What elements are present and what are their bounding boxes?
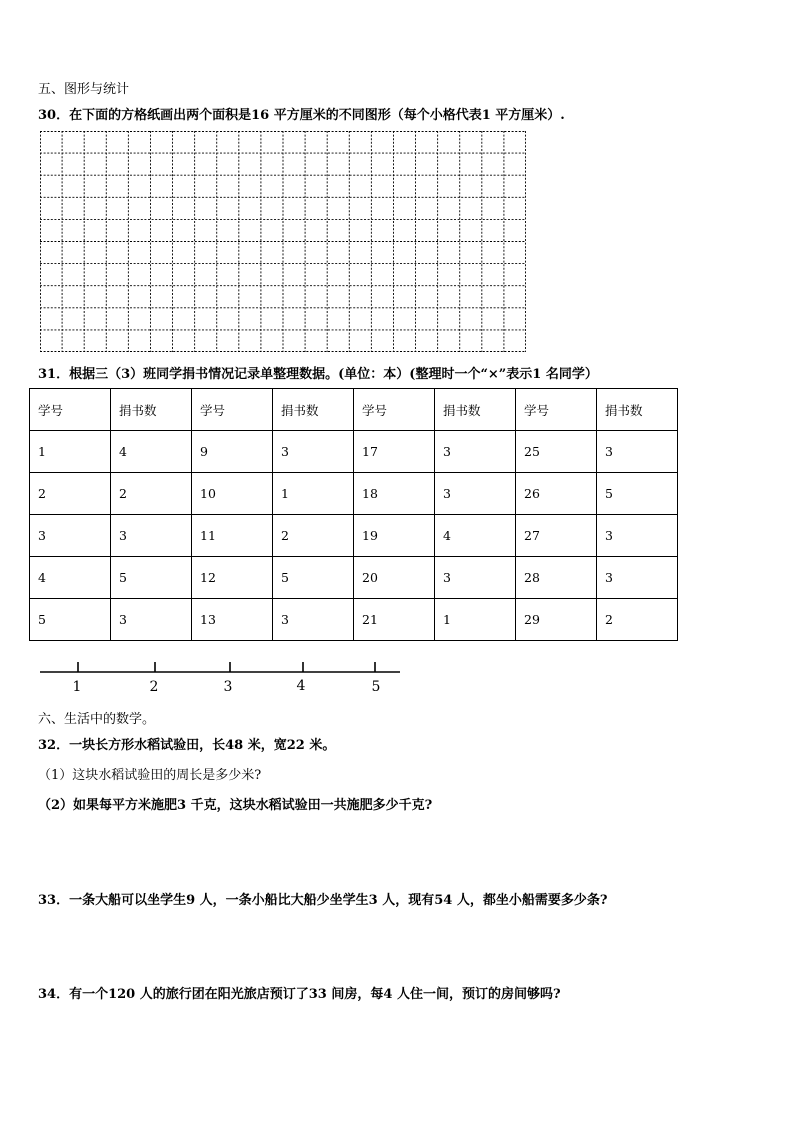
table-cell: 28 (516, 557, 597, 599)
table-cell: 2 (111, 473, 192, 515)
table-cell: 3 (111, 599, 192, 641)
table-cell: 11 (192, 515, 273, 557)
header-cell: 捐书数 (435, 389, 516, 431)
table-cell: 4 (435, 515, 516, 557)
table-cell: 26 (516, 473, 597, 515)
question-32-part-2: （2）如果每平方米施肥3 千克，这块水稻试验田一共施肥多少千克? (38, 798, 433, 813)
table-cell: 17 (354, 431, 435, 473)
table-cell: 18 (354, 473, 435, 515)
table-cell: 10 (192, 473, 273, 515)
table-row (30, 515, 678, 557)
axis-label: 1 (72, 679, 82, 695)
table-row (30, 557, 678, 599)
table-cell: 21 (354, 599, 435, 641)
header-cell: 学号 (516, 389, 597, 431)
axis-label: 4 (296, 678, 306, 694)
question-32-part-1: （1）这块水稻试验田的周长是多少米? (38, 768, 262, 783)
table-cell: 2 (597, 599, 678, 641)
question-32: 32．一块长方形水稻试验田，长48 米，宽22 米。 (38, 738, 336, 753)
table-cell: 5 (273, 557, 354, 599)
header-cell: 捐书数 (273, 389, 354, 431)
table-cell: 3 (111, 515, 192, 557)
axis-label: 2 (149, 679, 159, 695)
table-cell: 3 (435, 431, 516, 473)
table-header-row (30, 389, 678, 431)
table-cell: 12 (192, 557, 273, 599)
question-34: 34．有一个120 人的旅行团在阳光旅店预订了33 间房，每4 人住一间，预订的房间够吗? (38, 987, 561, 1002)
header-cell: 捐书数 (597, 389, 678, 431)
table-cell: 9 (192, 431, 273, 473)
table-cell: 1 (435, 599, 516, 641)
grid-paper (40, 131, 526, 352)
header-cell: 学号 (192, 389, 273, 431)
header-cell: 捐书数 (111, 389, 192, 431)
section-heading-life-math: 六、生活中的数学。 (38, 712, 156, 727)
table-cell: 3 (597, 557, 678, 599)
section-heading-graphics-statistics: 五、图形与统计 (38, 82, 130, 97)
table-cell: 13 (192, 599, 273, 641)
table-cell: 2 (273, 515, 354, 557)
book-donation-table (29, 388, 678, 641)
table-cell: 3 (435, 557, 516, 599)
table-cell: 5 (30, 599, 111, 641)
table-cell: 5 (111, 557, 192, 599)
table-cell: 3 (273, 431, 354, 473)
axis-label: 3 (223, 679, 233, 695)
table-cell: 20 (354, 557, 435, 599)
table-cell: 1 (30, 431, 111, 473)
table-cell: 3 (597, 431, 678, 473)
table-cell: 3 (273, 599, 354, 641)
header-cell: 学号 (30, 389, 111, 431)
table-cell: 2 (30, 473, 111, 515)
header-cell: 学号 (354, 389, 435, 431)
table-cell: 25 (516, 431, 597, 473)
table-cell: 4 (111, 431, 192, 473)
table-cell: 19 (354, 515, 435, 557)
table-cell: 1 (273, 473, 354, 515)
table-row (30, 473, 678, 515)
axis-label: 5 (371, 679, 381, 695)
question-33: 33．一条大船可以坐学生9 人，一条小船比大船少坐学生3 人，现有54 人，都坐小船需要多少条? (38, 893, 608, 908)
table-cell: 4 (30, 557, 111, 599)
table-cell: 27 (516, 515, 597, 557)
table-row (30, 431, 678, 473)
question-30: 30．在下面的方格纸画出两个面积是16 平方厘米的不同图形（每个小格代表1 平方厘米）. (38, 108, 565, 123)
table-cell: 5 (597, 473, 678, 515)
question-31: 31．根据三（3）班同学捐书情况记录单整理数据。(单位：本）(整理时一个“×”表示1 名同学） (38, 367, 598, 382)
table-row (30, 599, 678, 641)
table-cell: 3 (30, 515, 111, 557)
number-axis (38, 656, 402, 698)
table-cell: 3 (435, 473, 516, 515)
table-cell: 3 (597, 515, 678, 557)
table-cell: 29 (516, 599, 597, 641)
